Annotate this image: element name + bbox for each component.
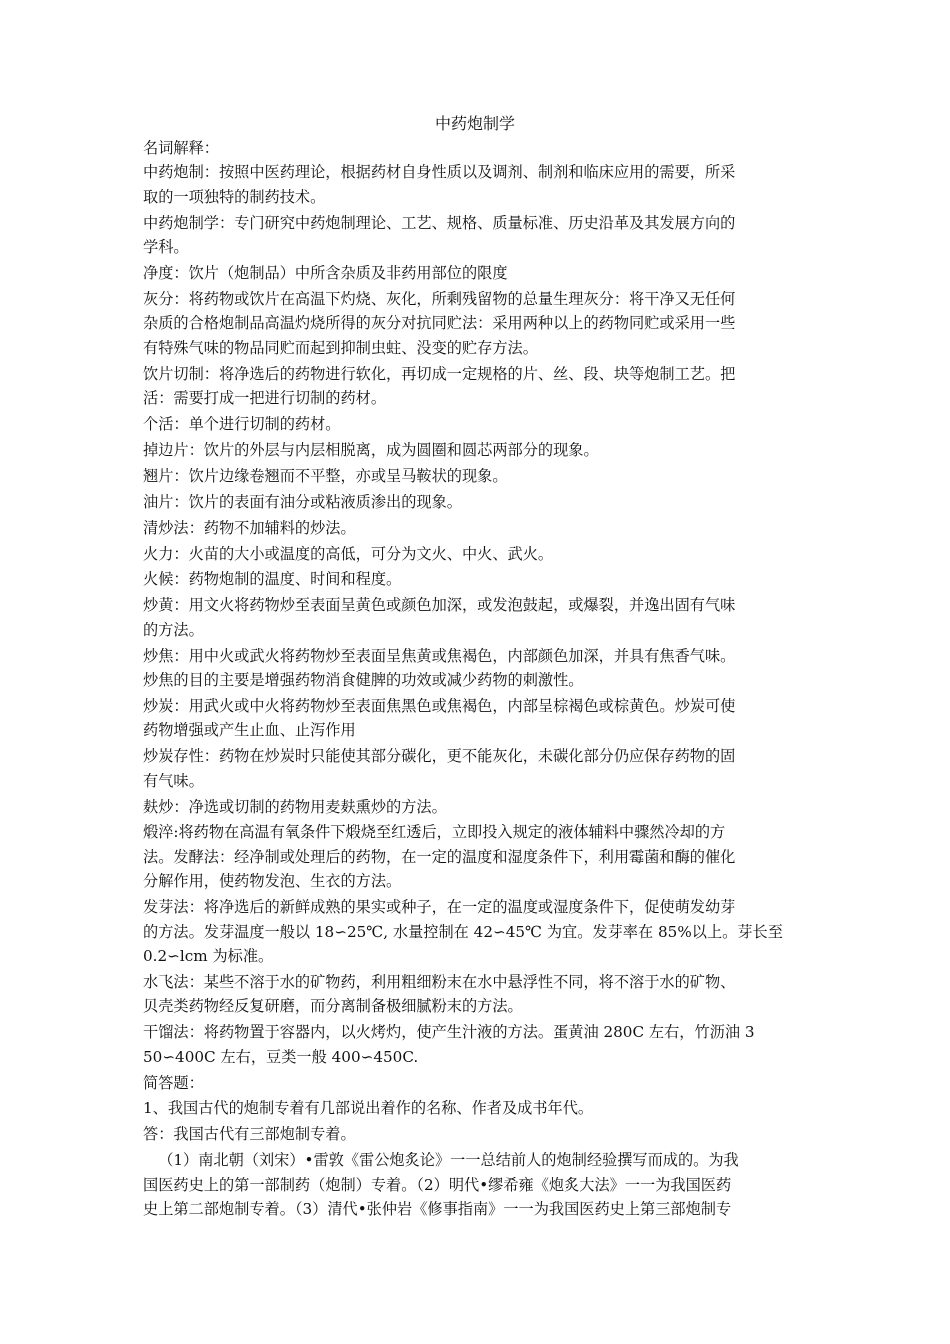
text-line: 1、我国古代的炮制专着有几部说出着作的名称、作者及成书年代。 xyxy=(143,1099,594,1118)
text-line: 50∽400C 左右，豆类一般 400∽450C. xyxy=(143,1047,419,1066)
text-line: 简答题： xyxy=(143,1073,204,1092)
text-line: 干馏法：将药物置于容器内，以火烤灼，使产生汁液的方法。蛋黄油 280C 左右，竹沥油 3 xyxy=(143,1023,755,1042)
text-line: 中药炮制学：专门研究中药炮制理论、工艺、规格、质量标准、历史沿革及其发展方向的 xyxy=(143,213,736,232)
text-line: 麸炒：净选或切制的药物用麦麸熏炒的方法。 xyxy=(143,797,447,816)
text-line: 药物增强或产生止血、止泻作用 xyxy=(143,721,356,740)
text-line: 炒黄：用文火将药物炒至表面呈黄色或颜色加深，或发泡鼓起，或爆裂，并逸出固有气味 xyxy=(143,596,736,615)
text-line: 中药炮制：按照中医药理论，根据药材自身性质以及调剂、制剂和临床应用的需要，所采 xyxy=(143,163,736,182)
text-line: 答：我国古代有三部炮制专着。 xyxy=(143,1125,356,1144)
text-line: 翘片：饮片边缘卷翘而不平整，亦或呈马鞍状的现象。 xyxy=(143,466,508,485)
text-line: （1）南北朝（刘宋）•雷敦《雷公炮炙论》一一总结前人的炮制经验撰写而成的。为我 xyxy=(158,1151,739,1170)
document-body xyxy=(143,136,808,1221)
text-line: 0.2∽lcm 为标准。 xyxy=(143,947,274,965)
text-line: 名词解释： xyxy=(143,139,219,157)
text-line: 灰分：将药物或饮片在高温下灼烧、灰化，所剩残留物的总量生理灰分：将干净又无任何 xyxy=(143,289,736,308)
text-line: 有气味。 xyxy=(143,771,204,790)
text-line: 水飞法：某些不溶于水的矿物药，利用粗细粉末在水中悬浮性不同，将不溶于水的矿物、 xyxy=(143,972,736,991)
text-line: 净度：饮片（炮制品）中所含杂质及非药用部位的限度 xyxy=(143,264,508,283)
text-line: 炒焦的目的主要是增强药物消食健脾的功效或减少药物的刺激性。 xyxy=(143,671,584,690)
text-line: 法。发酵法：经净制或处理后的药物，在一定的温度和湿度条件下，利用霉菌和酶的催化 xyxy=(143,847,736,866)
text-line: 火候：药物炮制的温度、时间和程度。 xyxy=(143,570,402,589)
text-line: 的方法。发芽温度一般以 18∽25℃, 水量控制在 42∽45℃ 为宜。发芽率在 85%以上。芽长至 xyxy=(143,922,783,941)
text-line: 油片：饮片的表面有油分或粘液质渗出的现象。 xyxy=(143,492,462,511)
text-line: 国医药史上的第一部制药（炮制）专着。（2）明代•缪希雍《炮炙大法》一一为我国医药 xyxy=(143,1175,732,1194)
text-line: 清炒法：药物不加辅料的炒法。 xyxy=(143,518,356,537)
text-line: 发芽法：将净选后的新鲜成熟的果实或种子，在一定的温度或湿度条件下，促使萌发幼芽 xyxy=(143,898,736,917)
text-line: 个活：单个进行切制的药材。 xyxy=(143,414,341,433)
text-line: 掉边片：饮片的外层与内层相脱离，成为圆圈和圆芯两部分的现象。 xyxy=(143,440,599,459)
text-line: 史上第二部炮制专着。（3）清代•张仲岩《修事指南》一一为我国医药史上第三部炮制专 xyxy=(143,1200,732,1219)
text-line: 有特殊气味的物品同贮而起到抑制虫蛀、没变的贮存方法。 xyxy=(143,338,538,357)
text-line: 炒焦：用中火或武火将药物炒至表面呈焦黄或焦褐色，内部颜色加深，并具有焦香气味。 xyxy=(143,646,736,665)
document-title: 中药炮制学 xyxy=(434,114,515,133)
text-line: 取的一项独特的制药技术。 xyxy=(143,187,326,206)
text-line: 分解作用，使药物发泡、生衣的方法。 xyxy=(143,872,402,891)
text-line: 火力：火苗的大小或温度的高低，可分为文火、中火、武火。 xyxy=(143,544,554,563)
text-line: 活：需要打成一把进行切制的药材。 xyxy=(143,389,386,408)
text-line: 学科。 xyxy=(143,238,189,257)
text-line: 煅淬:将药物在高温有氧条件下煅烧至红透后，立即投入规定的液体辅料中骤然冷却的方 xyxy=(143,823,726,842)
text-line: 的方法。 xyxy=(143,620,204,639)
text-line: 贝壳类药物经反复研磨，而分离制备极细腻粉末的方法。 xyxy=(143,997,523,1016)
text-line: 炒炭：用武火或中火将药物炒至表面焦黑色或焦褐色，内部呈棕褐色或棕黄色。炒炭可使 xyxy=(143,696,736,715)
text-line: 杂质的合格炮制品高温灼烧所得的灰分对抗同贮法：采用两种以上的药物同贮或采用一些 xyxy=(143,314,736,333)
text-line: 炒炭存性：药物在炒炭时只能使其部分碳化，更不能灰化，未碳化部分仍应保存药物的固 xyxy=(143,747,736,766)
text-line: 饮片切制：将净选后的药物进行软化，再切成一定规格的片、丝、段、块等炮制工艺。把 xyxy=(143,364,736,383)
